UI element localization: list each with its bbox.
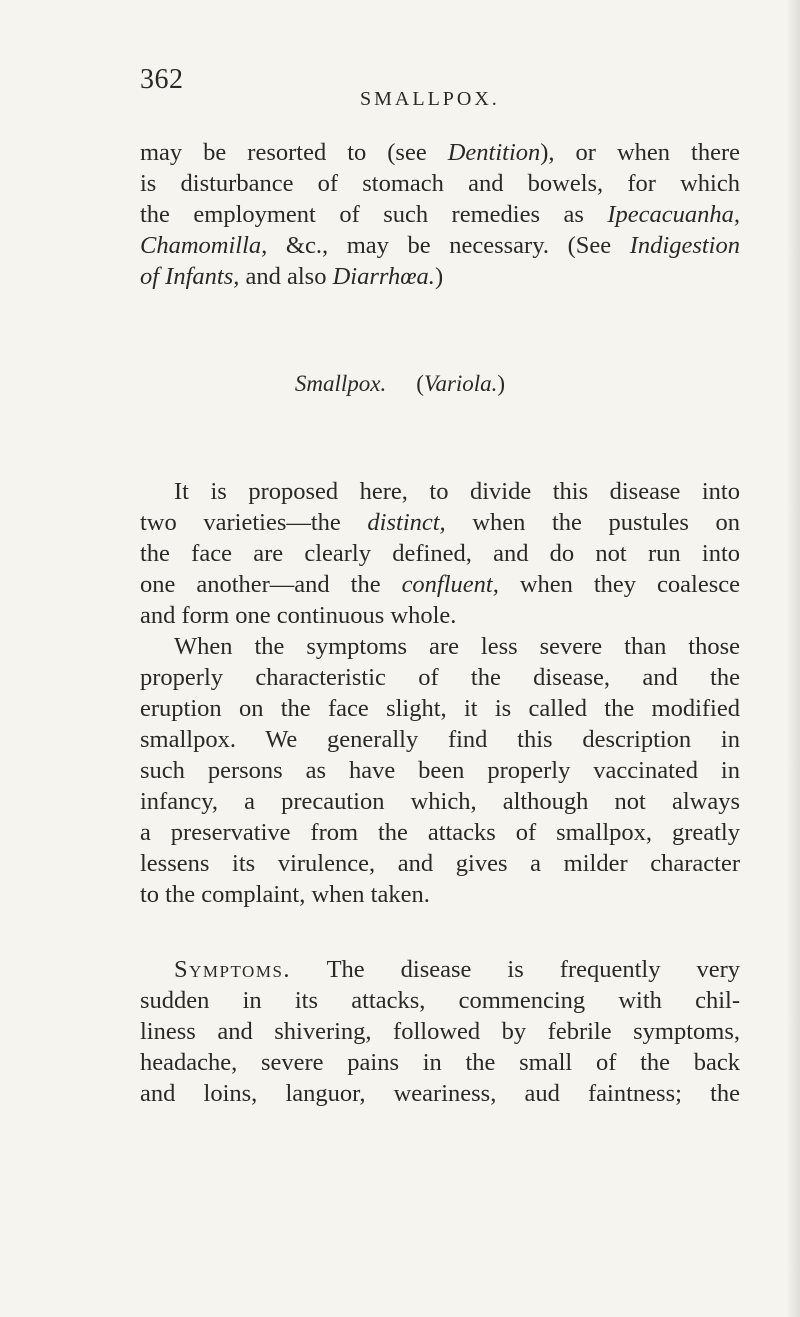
text-line: It is proposed here, to divide this disease into	[174, 478, 740, 505]
text-line: lessens its virulence, and gives a milder character	[140, 850, 740, 877]
text-line: is disturbance of stomach and bowels, for which	[140, 170, 740, 197]
text-line	[140, 200, 740, 230]
text-run: one another—and the	[140, 571, 402, 598]
italic-remedy-ipecacuanha: Ipecacuanha,	[607, 201, 740, 228]
text-run: The disease is frequently very	[291, 956, 740, 983]
text-line	[140, 138, 740, 168]
text-run: may be resorted to (see	[140, 139, 448, 166]
text-line: to the complaint, when taken.	[140, 881, 430, 908]
text-line	[140, 231, 740, 261]
text-line: the face are clearly defined, and do not run into	[140, 540, 740, 567]
text-run: )	[434, 263, 444, 290]
text-line: When the symptoms are less severe than those	[174, 633, 740, 660]
text-line: properly characteristic of the disease, and the	[140, 664, 740, 691]
text-line: infancy, a precaution which, although not always	[140, 788, 740, 815]
text-line: such persons as have been properly vaccinated in	[140, 757, 740, 784]
text-line: a preservative from the attacks of smallpox, greatly	[140, 819, 740, 846]
italic-reference-dentition: Dentition	[447, 139, 541, 166]
text-run: (	[416, 371, 424, 396]
italic-reference-infants: of Infants,	[140, 263, 240, 290]
section-title: Smallpox.	[294, 371, 387, 396]
text-run: when the pustules on	[445, 509, 740, 536]
text-run: two varieties—the	[140, 509, 368, 536]
text-run: the employment of such remedies as	[140, 201, 608, 228]
running-head: SMALLPOX.	[360, 88, 500, 110]
text-run: &c., may be necessary. (See	[267, 232, 630, 259]
text-line: and form one continuous whole.	[140, 602, 457, 629]
text-run: )	[497, 371, 506, 396]
text-run: when they coalesce	[498, 571, 740, 598]
section-alt-name: Variola.	[423, 371, 498, 396]
italic-reference-indigestion: Indigestion	[629, 232, 740, 259]
italic-term-distinct: distinct,	[367, 509, 446, 536]
text-run: ), or when there	[540, 139, 740, 166]
section-heading	[0, 371, 800, 397]
italic-remedy-chamomilla: Chamomilla,	[140, 232, 268, 259]
text-line	[140, 262, 740, 292]
text-run: and also	[239, 263, 333, 290]
page-edge-shadow	[786, 0, 800, 1317]
text-line	[140, 508, 740, 538]
page-number: 362	[140, 64, 184, 95]
text-line: headache, severe pains in the small of the back	[140, 1049, 740, 1076]
text-line: eruption on the face slight, it is called the modified	[140, 695, 740, 722]
symptoms-label: Symptoms.	[174, 956, 292, 983]
text-line	[174, 955, 740, 985]
text-line	[140, 570, 740, 600]
italic-term-confluent: confluent,	[401, 571, 499, 598]
text-line: liness and shivering, followed by febrile symptoms,	[140, 1018, 740, 1045]
text-line: and loins, languor, weariness, aud faintness; the	[140, 1080, 740, 1107]
text-line: smallpox. We generally find this description in	[140, 726, 740, 753]
text-line: sudden in its attacks, commencing with chil-	[140, 987, 740, 1014]
italic-reference-diarrhoea: Diarrhœa.	[332, 263, 435, 290]
